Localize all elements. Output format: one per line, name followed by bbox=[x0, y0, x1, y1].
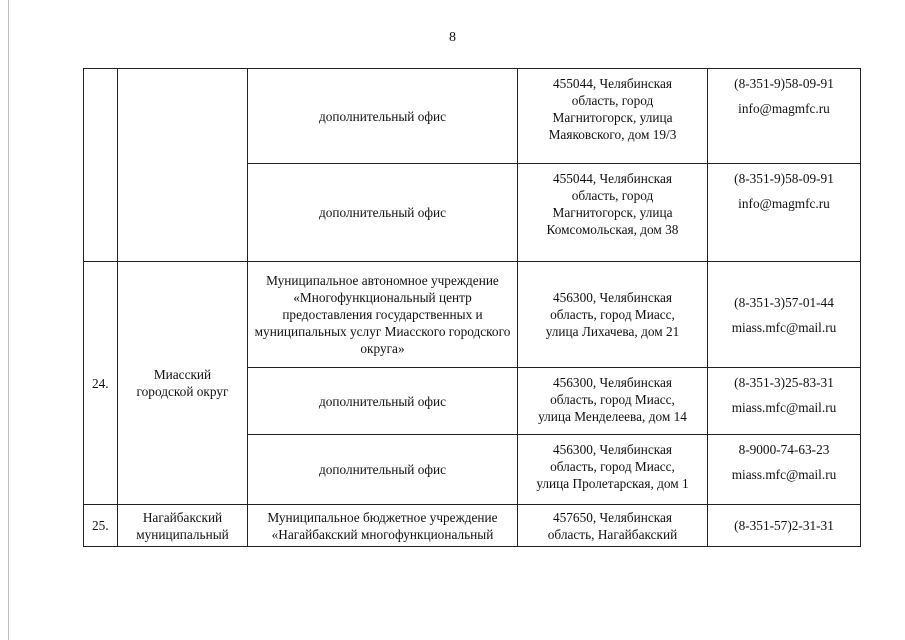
office-email: info@magmfc.ru bbox=[738, 101, 830, 116]
page-number: 8 bbox=[449, 30, 456, 45]
office-name: дополнительный офис bbox=[248, 69, 518, 164]
office-contacts bbox=[708, 505, 861, 547]
office-address-text: 455044, Челябинская область, город Магнитогорск, улица Комсомольская, дом 38 bbox=[546, 171, 679, 237]
office-address-text: 456300, Челябинская область, город Миасс, улица Менделеева, дом 14 bbox=[538, 375, 687, 424]
district-cell bbox=[118, 69, 248, 262]
office-address bbox=[518, 368, 708, 435]
office-name: дополнительный офис bbox=[248, 368, 518, 435]
office-contacts bbox=[708, 262, 861, 368]
district-name: Нагайбакский муниципальный bbox=[118, 505, 248, 547]
office-address-text: 457650, Челябинская область, Нагайбакский bbox=[547, 509, 678, 542]
office-name: дополнительный офис bbox=[248, 435, 518, 505]
office-phone: 8-9000-74-63-23 bbox=[738, 442, 830, 457]
office-name: Муниципальное автономное учреждение «Многофункциональный центр предоставления государственных и муниципальных услуг Миасского городского округа» bbox=[248, 262, 518, 368]
row-number: 24. bbox=[84, 262, 118, 505]
office-contacts bbox=[708, 435, 861, 505]
row-number: 25. bbox=[84, 505, 118, 547]
table-row bbox=[84, 262, 861, 368]
office-address-text: 455044, Челябинская область, город Магнитогорск, улица Маяковского, дом 19/3 bbox=[548, 76, 677, 142]
district-name: Миасский городской округ bbox=[118, 262, 248, 505]
mfc-offices-table bbox=[83, 68, 861, 547]
office-name: Муниципальное бюджетное учреждение «Нагайбакский многофункциональный bbox=[248, 505, 518, 547]
office-email: info@magmfc.ru bbox=[738, 196, 830, 211]
office-phone: (8-351-3)25-83-31 bbox=[734, 375, 834, 390]
office-email: miass.mfc@mail.ru bbox=[731, 467, 837, 482]
office-address bbox=[518, 505, 708, 547]
office-phone: (8-351-57)2-31-31 bbox=[734, 518, 834, 533]
table-row bbox=[84, 69, 861, 164]
office-email: miass.mfc@mail.ru bbox=[731, 319, 837, 335]
office-phone: (8-351-9)58-09-91 bbox=[734, 171, 834, 186]
office-email: miass.mfc@mail.ru bbox=[731, 400, 837, 415]
office-contacts bbox=[708, 164, 861, 262]
office-address-text: 456300, Челябинская область, город Миасс, улица Пролетарская, дом 1 bbox=[536, 442, 689, 491]
office-address-text: 456300, Челябинская область, город Миасс, улица Лихачева, дом 21 bbox=[545, 290, 680, 339]
office-address bbox=[518, 435, 708, 505]
page-edge-line bbox=[8, 0, 9, 640]
office-name: дополнительный офис bbox=[248, 164, 518, 262]
office-address bbox=[518, 262, 708, 368]
row-number-cell bbox=[84, 69, 118, 262]
office-address bbox=[518, 164, 708, 262]
office-address bbox=[518, 69, 708, 164]
office-phone: (8-351-3)57-01-44 bbox=[734, 294, 834, 310]
table-row bbox=[84, 505, 861, 547]
office-contacts bbox=[708, 69, 861, 164]
office-phone: (8-351-9)58-09-91 bbox=[734, 76, 834, 91]
office-contacts bbox=[708, 368, 861, 435]
